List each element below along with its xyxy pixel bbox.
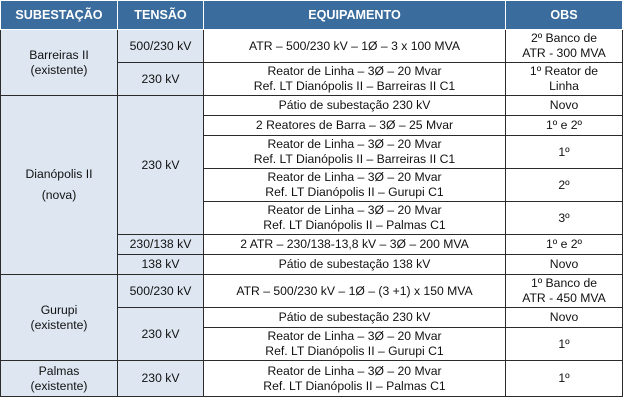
equipment-cell: Reator de Linha – 3Ø – 20 Mvar Ref. LT Dianópolis II – Palmas C1 [204,361,506,397]
header-row [1,1,623,30]
obs-cell: 2º Banco de ATR - 300 MVA [506,30,623,63]
voltage-cell: 138 kV [118,255,204,275]
voltage-cell: 230 kV [118,361,204,397]
voltage-cell: 230 kV [118,308,204,361]
table-row [1,30,623,63]
equipment-cell: Reator de Linha – 3Ø – 20 Mvar Ref. LT Dianópolis II – Barreiras II C1 [204,136,506,169]
obs-cell: 1º [506,361,623,397]
voltage-cell: 500/230 kV [118,275,204,308]
equipment-cell: 2 ATR – 230/138-13,8 kV – 3Ø – 200 MVA [204,235,506,255]
equipment-cell: Reator de Linha – 3Ø – 20 Mvar Ref. LT Dianópolis II – Palmas C1 [204,202,506,235]
header-tensao: TENSÃO [118,1,204,30]
substation-cell: Dianópolis II (nova) [1,96,118,275]
voltage-cell: 230 kV [118,96,204,235]
substation-cell: Barreiras II (existente) [1,30,118,96]
table-row [1,361,623,397]
equipment-cell: Pátio de subestação 230 kV [204,96,506,116]
equipment-cell: Reator de Linha – 3Ø – 20 Mvar Ref. LT Dianópolis II – Gurupi C1 [204,328,506,361]
table-row [1,96,623,116]
obs-cell: Novo [506,308,623,328]
voltage-cell: 500/230 kV [118,30,204,63]
obs-cell: 1º Reator de Linha [506,63,623,96]
voltage-cell: 230 kV [118,63,204,96]
header-obs: OBS [506,1,623,30]
equipment-cell: 2 Reatores de Barra – 3Ø – 25 Mvar [204,116,506,136]
obs-cell: 1º [506,328,623,361]
obs-cell: 1º [506,136,623,169]
equipment-cell: Pátio de subestação 138 kV [204,255,506,275]
equipment-cell: ATR – 500/230 kV – 1Ø – 3 x 100 MVA [204,30,506,63]
obs-cell: 2º [506,169,623,202]
equipment-cell: ATR – 500/230 kV – 1Ø – (3 +1) x 150 MVA [204,275,506,308]
obs-cell: 1º Banco de ATR - 450 MVA [506,275,623,308]
equipment-cell: Reator de Linha – 3Ø – 20 Mvar Ref. LT Dianópolis II – Gurupi C1 [204,169,506,202]
obs-cell: Novo [506,255,623,275]
obs-cell: 3º [506,202,623,235]
substation-cell: Palmas (existente) [1,361,118,397]
obs-cell: Novo [506,96,623,116]
obs-cell: 1º e 2º [506,116,623,136]
obs-cell: 1º e 2º [506,235,623,255]
equipment-cell: Reator de Linha – 3Ø – 20 Mvar Ref. LT Dianópolis II – Barreiras II C1 [204,63,506,96]
equipment-cell: Pátio de subestação 230 kV [204,308,506,328]
voltage-cell: 230/138 kV [118,235,204,255]
header-subestacao: SUBESTAÇÃO [1,1,118,30]
substation-cell: Gurupi (existente) [1,275,118,361]
header-equipamento: EQUIPAMENTO [204,1,506,30]
table-row [1,275,623,308]
